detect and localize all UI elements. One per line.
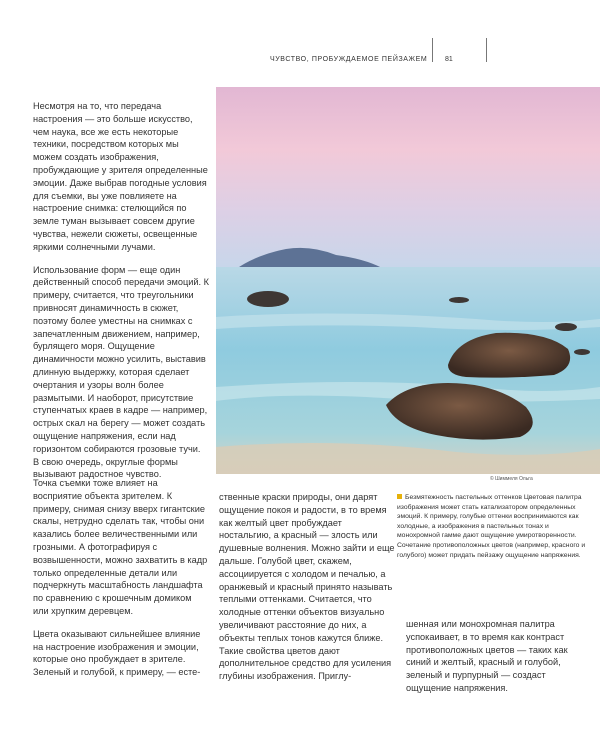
header-rule-right [486, 38, 487, 62]
paragraph: ственные краски природы, они дарят ощущение покоя и радости, в то время как желтый цвет пробуждает ностальгию, а красный — злость или душевные волнения. Можно зайти и еще дальше. Голубой цвет, скажем, ассоциируется с холодом и печалью, а оранжевый и красный принято называть теплыми оттенками. Считается, что холодные оттенки объектов визуально увеличивают расстояние до них, а объекты теплых тонов кажутся ближе. Такие свойства цветов дают дополнительное средство для усиления глубины изображения. Приглу- [219, 492, 395, 682]
text-column-left-bottom [33, 477, 209, 689]
text-column-middle [219, 491, 395, 693]
text-column-right-bottom [406, 618, 584, 705]
photo-credit: © Шиммеля Ольга [490, 476, 533, 482]
section-title: ЧУВСТВО, ПРОБУЖДАЕМОЕ ПЕЙЗАЖЕМ [270, 56, 428, 63]
photo-caption [397, 493, 587, 560]
caption-bullet-icon [397, 494, 402, 499]
rock-tiny [449, 297, 469, 303]
sky [216, 87, 600, 267]
paragraph: Точка съемки тоже влияет на восприятие объекта зрителем. К примеру, снимая снизу вверх гигантские скалы, нетрудно сделать так, чтобы они казались более величественными или грозными. А фотографируя с возвышенности, можно захватить в кадр только определенные детали или подчеркнуть масштабность ландшафта по сравнению с крошечным домиком или хрупким деревцем. [33, 478, 208, 616]
paragraph: Цвета оказывают сильнейшее влияние на настроение изображения и эмоции, которые оно пробуждает в зрителе. Зеленый и голубой, к примеру, — есте- [33, 628, 201, 678]
seascape-illustration [216, 87, 600, 474]
rock-tiny [555, 323, 577, 331]
paragraph: шенная или монохромная палитра успокаивает, в то время как контраст противоположных цветов — таких как синий и желтый, красный и голубой, зеленый и пурпурный — создаст ощущение напряжения. [406, 619, 568, 693]
header-rule-left [432, 38, 433, 62]
landscape-photo [216, 87, 600, 474]
paragraph: Использование форм — еще один действенный способ передачи эмоций. К примеру, считается, что треугольники привносят динамичность в сюжет, поэтому более уместны на снимках с запечатленным движением, например, бурлящего моря. Ощущение динамичности можно усилить, выставив длинную выдержку, которая сделает очертания и узоры волн более размытыми. И наоборот, присутствие ступенчатых краев в кадре — например, острых скал на берегу — может создать ощущение напряжения, если над горизонтом собираются грозовые тучи. В свою очередь, округлые формы вызывают радостное чувство. [33, 264, 209, 480]
rock-small-left [247, 291, 289, 307]
rock-tiny [574, 349, 590, 355]
caption-text: Безмятежность пастельных оттенков Цветовая палитра изображения может стать катализатором определенных эмоций. К примеру, голубые оттенки воспринимаются как холодные, а изображения в пастельных тонах и монохромной гамме дают ощущение умиротворенности. Сочетание противоположных цветов (например, красного и голубого) может придать пейзажу ощущение напряжения. [397, 494, 586, 559]
text-column-left-top [33, 100, 209, 491]
page-number: 81 [445, 56, 453, 63]
paragraph: Несмотря на то, что передача настроения — это больше искусство, чем наука, все же есть некоторые техники, посредством которых мы можем создать изображения, пробуждающие у зрителя определенные эмоции. Даже выбрав погодные условия для съемки, вы уже повлияете на настроение снимка: стелющийся по земле туман вызывает совсем другие чувства, нежели сюжеты, освещенные яркими солнечными лучами. [33, 101, 208, 252]
